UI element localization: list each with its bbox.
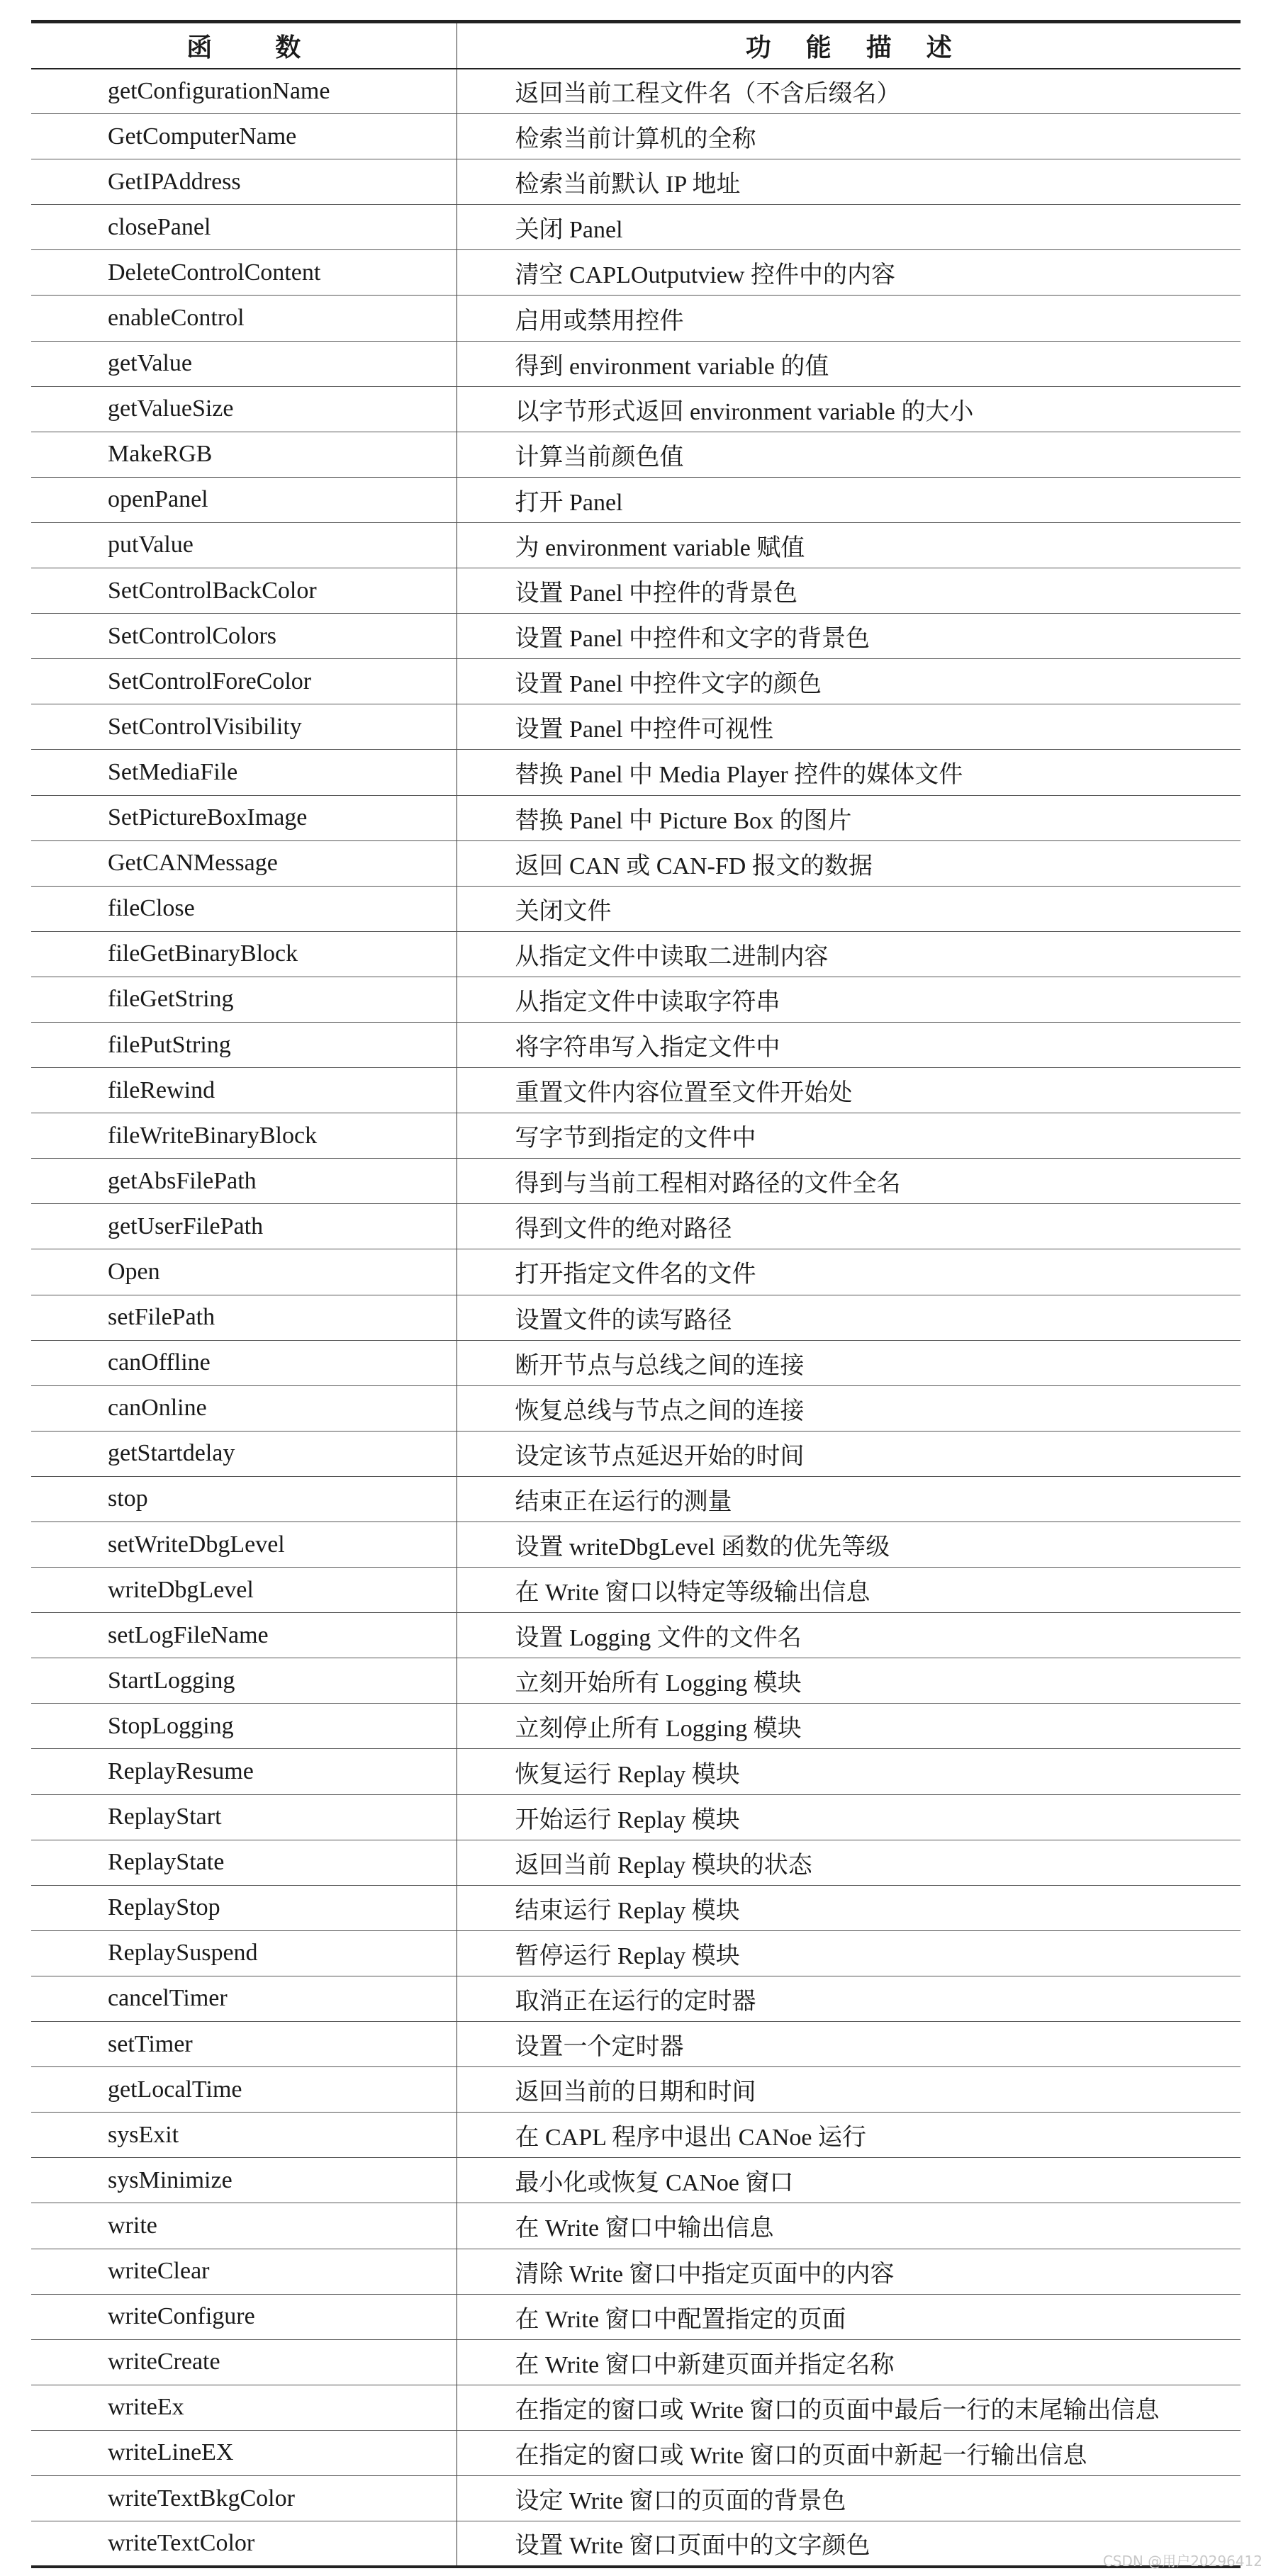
function-name-cell: fileGetBinaryBlock (31, 931, 457, 977)
function-description-cell: 设定该节点延迟开始的时间 (457, 1431, 1241, 1476)
function-description-cell: 清除 Write 窗口中指定页面中的内容 (457, 2249, 1241, 2294)
function-name-cell: DeleteControlContent (31, 250, 457, 296)
function-name-cell: SetControlVisibility (31, 704, 457, 750)
table-row (31, 2113, 1241, 2158)
function-description-cell: 以字节形式返回 environment variable 的大小 (457, 386, 1241, 432)
function-name-cell: StopLogging (31, 1704, 457, 1749)
table-row (31, 1658, 1241, 1704)
function-name-cell: GetCANMessage (31, 840, 457, 886)
function-name-cell: writeDbgLevel (31, 1568, 457, 1613)
table-row (31, 2294, 1241, 2339)
function-description-cell: 在 Write 窗口以特定等级输出信息 (457, 1568, 1241, 1613)
table-row (31, 114, 1241, 159)
function-name-cell: ReplaySuspend (31, 1930, 457, 1976)
function-description-cell: 在 CAPL 程序中退出 CANoe 运行 (457, 2113, 1241, 2158)
function-name-cell: StartLogging (31, 1658, 457, 1704)
table-row (31, 1840, 1241, 1885)
function-name-cell: SetMediaFile (31, 750, 457, 795)
table-row (31, 1794, 1241, 1840)
table-row (31, 296, 1241, 341)
function-name-cell: sysMinimize (31, 2158, 457, 2203)
function-description-cell: 设置 Panel 中控件和文字的背景色 (457, 614, 1241, 659)
function-name-cell: fileRewind (31, 1068, 457, 1113)
function-name-cell: getLocalTime (31, 2067, 457, 2113)
function-description-cell: 返回 CAN 或 CAN-FD 报文的数据 (457, 840, 1241, 886)
function-name-cell: getStartdelay (31, 1431, 457, 1476)
function-name-cell: GetComputerName (31, 114, 457, 159)
table-row (31, 2521, 1241, 2567)
function-description-cell: 返回当前 Replay 模块的状态 (457, 1840, 1241, 1885)
function-description-cell: 设定 Write 窗口的页面的背景色 (457, 2475, 1241, 2521)
table-row (31, 1022, 1241, 1067)
function-description-cell: 将字符串写入指定文件中 (457, 1022, 1241, 1067)
table-row (31, 1249, 1241, 1295)
table-body (31, 69, 1241, 2567)
table-row (31, 250, 1241, 296)
function-name-cell: openPanel (31, 477, 457, 522)
table-row (31, 1749, 1241, 1794)
watermark: CSDN @用户20296412 (1102, 2553, 1262, 2570)
function-description-cell: 设置 Panel 中控件的背景色 (457, 568, 1241, 614)
function-description-cell: 关闭文件 (457, 886, 1241, 931)
header-function: 函 数 (31, 22, 457, 69)
function-name-cell: canOffline (31, 1340, 457, 1385)
function-name-cell: ReplayStop (31, 1885, 457, 1930)
function-description-cell: 在 Write 窗口中配置指定的页面 (457, 2294, 1241, 2339)
function-description-cell: 计算当前颜色值 (457, 432, 1241, 477)
table-row (31, 931, 1241, 977)
function-name-cell: sysExit (31, 2113, 457, 2158)
function-name-cell: cancelTimer (31, 1976, 457, 2021)
function-name-cell: writeCreate (31, 2339, 457, 2385)
table-row (31, 1295, 1241, 1340)
table-row (31, 2339, 1241, 2385)
table-row (31, 795, 1241, 840)
table-row (31, 2022, 1241, 2067)
function-description-cell: 立刻开始所有 Logging 模块 (457, 1658, 1241, 1704)
function-name-cell: writeClear (31, 2249, 457, 2294)
table-row (31, 2203, 1241, 2249)
function-name-cell: write (31, 2203, 457, 2249)
function-description-cell: 恢复运行 Replay 模块 (457, 1749, 1241, 1794)
function-name-cell: getConfigurationName (31, 69, 457, 114)
function-description-cell: 启用或禁用控件 (457, 296, 1241, 341)
function-description-cell: 在指定的窗口或 Write 窗口的页面中新起一行输出信息 (457, 2430, 1241, 2475)
function-description-cell: 立刻停止所有 Logging 模块 (457, 1704, 1241, 1749)
function-description-cell: 打开 Panel (457, 477, 1241, 522)
function-description-cell: 得到 environment variable 的值 (457, 341, 1241, 386)
function-name-cell: GetIPAddress (31, 159, 457, 205)
table-row (31, 341, 1241, 386)
function-description-cell: 检索当前计算机的全称 (457, 114, 1241, 159)
function-name-cell: ReplayState (31, 1840, 457, 1885)
function-name-cell: getValue (31, 341, 457, 386)
table-row (31, 886, 1241, 931)
function-name-cell: setFilePath (31, 1295, 457, 1340)
function-description-cell: 从指定文件中读取二进制内容 (457, 931, 1241, 977)
function-description-cell: 设置一个定时器 (457, 2022, 1241, 2067)
function-name-cell: writeEx (31, 2385, 457, 2430)
table-row (31, 1930, 1241, 1976)
function-description-cell: 取消正在运行的定时器 (457, 1976, 1241, 2021)
function-name-cell: getUserFilePath (31, 1204, 457, 1249)
table-row (31, 1340, 1241, 1385)
function-description-cell: 最小化或恢复 CANoe 窗口 (457, 2158, 1241, 2203)
function-name-cell: writeLineEX (31, 2430, 457, 2475)
table-row (31, 2475, 1241, 2521)
function-name-cell: stop (31, 1476, 457, 1522)
table-row (31, 1885, 1241, 1930)
table-row (31, 522, 1241, 568)
function-description-cell: 检索当前默认 IP 地址 (457, 159, 1241, 205)
function-description-cell: 结束正在运行的测量 (457, 1476, 1241, 1522)
table-row (31, 2385, 1241, 2430)
function-table (31, 20, 1241, 2568)
function-name-cell: ReplayResume (31, 1749, 457, 1794)
function-description-cell: 写字节到指定的文件中 (457, 1113, 1241, 1159)
function-name-cell: writeConfigure (31, 2294, 457, 2339)
table-row (31, 386, 1241, 432)
table-row (31, 659, 1241, 704)
function-name-cell: canOnline (31, 1385, 457, 1431)
function-name-cell: fileWriteBinaryBlock (31, 1113, 457, 1159)
function-description-cell: 设置 Logging 文件的文件名 (457, 1613, 1241, 1658)
function-description-cell: 返回当前的日期和时间 (457, 2067, 1241, 2113)
table-header (31, 22, 1241, 69)
table-row (31, 1704, 1241, 1749)
function-name-cell: putValue (31, 522, 457, 568)
function-name-cell: filePutString (31, 1022, 457, 1067)
function-description-cell: 在指定的窗口或 Write 窗口的页面中最后一行的末尾输出信息 (457, 2385, 1241, 2430)
function-name-cell: fileClose (31, 886, 457, 931)
table-row (31, 2430, 1241, 2475)
table-row (31, 750, 1241, 795)
table-row (31, 1568, 1241, 1613)
function-name-cell: SetPictureBoxImage (31, 795, 457, 840)
table-row (31, 1476, 1241, 1522)
function-description-cell: 设置文件的读写路径 (457, 1295, 1241, 1340)
table-row (31, 1204, 1241, 1249)
table-row (31, 614, 1241, 659)
function-description-cell: 恢复总线与节点之间的连接 (457, 1385, 1241, 1431)
function-description-cell: 设置 Panel 中控件可视性 (457, 704, 1241, 750)
function-name-cell: closePanel (31, 205, 457, 250)
function-description-cell: 为 environment variable 赋值 (457, 522, 1241, 568)
function-description-cell: 暂停运行 Replay 模块 (457, 1930, 1241, 1976)
table-row (31, 69, 1241, 114)
function-description-cell: 设置 Write 窗口页面中的文字颜色 (457, 2521, 1241, 2567)
header-description: 功 能 描 述 (457, 22, 1241, 69)
function-name-cell: MakeRGB (31, 432, 457, 477)
table-row (31, 977, 1241, 1022)
function-name-cell: SetControlColors (31, 614, 457, 659)
function-name-cell: getAbsFilePath (31, 1159, 457, 1204)
table-row (31, 1522, 1241, 1568)
function-name-cell: fileGetString (31, 977, 457, 1022)
table-row (31, 1159, 1241, 1204)
function-description-cell: 设置 Panel 中控件文字的颜色 (457, 659, 1241, 704)
function-description-cell: 结束运行 Replay 模块 (457, 1885, 1241, 1930)
function-table-container (31, 20, 1241, 2568)
table-row (31, 1976, 1241, 2021)
table-row (31, 432, 1241, 477)
table-row (31, 2249, 1241, 2294)
table-row (31, 205, 1241, 250)
function-description-cell: 开始运行 Replay 模块 (457, 1794, 1241, 1840)
function-description-cell: 打开指定文件名的文件 (457, 1249, 1241, 1295)
function-name-cell: Open (31, 1249, 457, 1295)
function-name-cell: SetControlBackColor (31, 568, 457, 614)
table-row (31, 2158, 1241, 2203)
function-description-cell: 在 Write 窗口中新建页面并指定名称 (457, 2339, 1241, 2385)
table-row (31, 1431, 1241, 1476)
function-description-cell: 替换 Panel 中 Picture Box 的图片 (457, 795, 1241, 840)
header-row (31, 22, 1241, 69)
function-description-cell: 返回当前工程文件名（不含后缀名） (457, 69, 1241, 114)
function-description-cell: 得到与当前工程相对路径的文件全名 (457, 1159, 1241, 1204)
function-name-cell: setLogFileName (31, 1613, 457, 1658)
table-row (31, 1113, 1241, 1159)
function-description-cell: 在 Write 窗口中输出信息 (457, 2203, 1241, 2249)
table-row (31, 2067, 1241, 2113)
function-description-cell: 断开节点与总线之间的连接 (457, 1340, 1241, 1385)
function-description-cell: 重置文件内容位置至文件开始处 (457, 1068, 1241, 1113)
table-row (31, 1068, 1241, 1113)
function-description-cell: 从指定文件中读取字符串 (457, 977, 1241, 1022)
function-name-cell: SetControlForeColor (31, 659, 457, 704)
function-name-cell: enableControl (31, 296, 457, 341)
function-name-cell: setTimer (31, 2022, 457, 2067)
function-name-cell: writeTextColor (31, 2521, 457, 2567)
table-row (31, 840, 1241, 886)
table-row (31, 568, 1241, 614)
table-row (31, 1385, 1241, 1431)
function-name-cell: setWriteDbgLevel (31, 1522, 457, 1568)
function-description-cell: 关闭 Panel (457, 205, 1241, 250)
function-description-cell: 替换 Panel 中 Media Player 控件的媒体文件 (457, 750, 1241, 795)
table-row (31, 159, 1241, 205)
function-description-cell: 得到文件的绝对路径 (457, 1204, 1241, 1249)
table-row (31, 704, 1241, 750)
function-description-cell: 清空 CAPLOutputview 控件中的内容 (457, 250, 1241, 296)
function-name-cell: writeTextBkgColor (31, 2475, 457, 2521)
table-row (31, 1613, 1241, 1658)
function-name-cell: ReplayStart (31, 1794, 457, 1840)
function-name-cell: getValueSize (31, 386, 457, 432)
function-description-cell: 设置 writeDbgLevel 函数的优先等级 (457, 1522, 1241, 1568)
table-row (31, 477, 1241, 522)
